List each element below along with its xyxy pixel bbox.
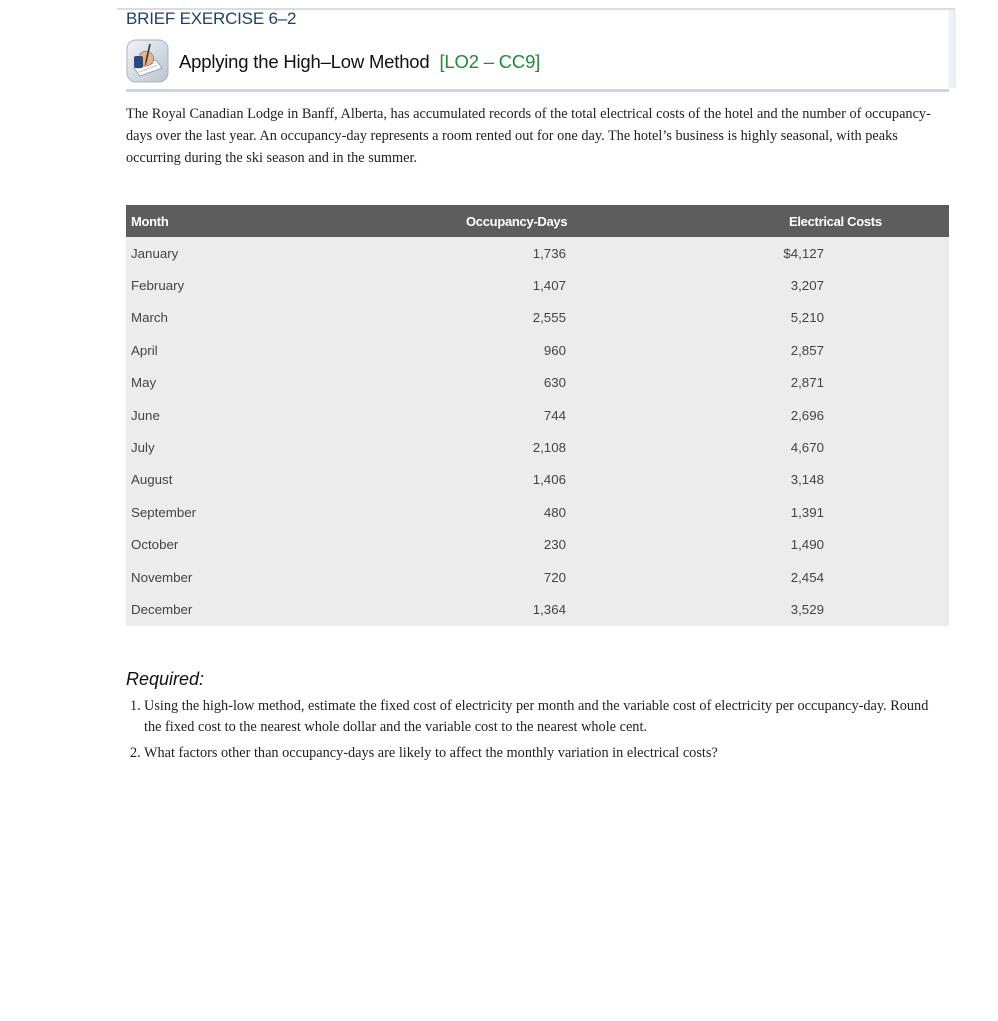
month-cell: December	[126, 593, 456, 625]
table-row	[126, 367, 949, 399]
electrical-cost-cell: 3,529	[761, 593, 949, 625]
month-cell: September	[126, 496, 456, 528]
title-divider	[126, 89, 949, 92]
header-electrical-costs: Electrical Costs	[761, 205, 949, 237]
electrical-cost-cell: 3,148	[761, 464, 949, 496]
table-row	[126, 302, 949, 334]
month-cell: October	[126, 529, 456, 561]
occupancy-days-cell: 1,364	[456, 593, 761, 625]
month-cell: February	[126, 269, 456, 301]
writing-hand-icon	[126, 38, 170, 84]
electrical-cost-cell: 4,670	[761, 431, 949, 463]
occupancy-days-cell: 960	[456, 334, 761, 366]
required-item	[126, 696, 948, 738]
table-row	[126, 431, 949, 463]
table-row	[126, 496, 949, 528]
table-row	[126, 593, 949, 625]
month-cell: April	[126, 334, 456, 366]
month-cell: August	[126, 464, 456, 496]
occupancy-days-cell: 630	[456, 367, 761, 399]
table-row	[126, 464, 949, 496]
exercise-title	[179, 51, 540, 73]
required-item-number: 1.	[130, 698, 141, 714]
month-cell: November	[126, 561, 456, 593]
header-occupancy-days: Occupancy-Days	[456, 205, 761, 237]
occupancy-days-cell: 2,108	[456, 431, 761, 463]
required-item-text: What factors other than occupancy-days are likely to affect the monthly variation in electrical costs?	[144, 745, 718, 761]
electrical-cost-cell: 2,696	[761, 399, 949, 431]
electrical-cost-cell: 2,454	[761, 561, 949, 593]
occupancy-days-cell: 1,736	[456, 237, 761, 269]
month-cell: January	[126, 237, 456, 269]
exercise-title-text: Applying the High–Low Method	[179, 51, 430, 72]
required-item-text: Using the high-low method, estimate the fixed cost of electricity per month and the variable cost of electricity per occupancy-day. Round the fixed cost to the nearest whole dollar and the variable cost to the nearest whole cent.	[144, 698, 929, 735]
occupancy-days-cell: 1,406	[456, 464, 761, 496]
electrical-cost-cell: 3,207	[761, 269, 949, 301]
month-cell: March	[126, 302, 456, 334]
table-row	[126, 561, 949, 593]
required-item-number: 2.	[130, 745, 141, 761]
header-edge-shadow	[948, 10, 956, 88]
table-body	[126, 237, 949, 626]
occupancy-days-cell: 1,407	[456, 269, 761, 301]
learning-objective-tag: [LO2 – CC9]	[439, 51, 541, 72]
electrical-cost-cell: 2,857	[761, 334, 949, 366]
table-header-row	[126, 205, 949, 237]
exercise-label: BRIEF EXERCISE 6–2	[126, 9, 297, 28]
occupancy-days-cell: 2,555	[456, 302, 761, 334]
month-cell: July	[126, 431, 456, 463]
problem-intro: The Royal Canadian Lodge in Banff, Alberta, has accumulated records of the total electrical costs of the hotel and the number of occupancy-days over the last year. An occupancy-day represents a room rented out for one day. The hotel’s business is highly seasonal, with peaks occurring during the ski season and in the summer.	[126, 106, 931, 166]
occupancy-days-cell: 230	[456, 529, 761, 561]
electrical-cost-cell: 1,490	[761, 529, 949, 561]
table-row	[126, 237, 949, 269]
occupancy-days-cell: 480	[456, 496, 761, 528]
table-row	[126, 269, 949, 301]
exercise-title-row	[126, 38, 948, 86]
electrical-cost-cell: 1,391	[761, 496, 949, 528]
electrical-costs-table	[126, 205, 949, 626]
electrical-cost-cell: $4,127	[761, 237, 949, 269]
month-cell: June	[126, 399, 456, 431]
required-list	[126, 696, 948, 769]
required-item	[126, 743, 948, 764]
electrical-cost-cell: 2,871	[761, 367, 949, 399]
table-row	[126, 334, 949, 366]
table-row	[126, 529, 949, 561]
month-cell: May	[126, 367, 456, 399]
table-row	[126, 399, 949, 431]
occupancy-days-cell: 744	[456, 399, 761, 431]
electrical-cost-cell: 5,210	[761, 302, 949, 334]
occupancy-days-cell: 720	[456, 561, 761, 593]
required-heading: Required:	[126, 669, 205, 689]
header-month: Month	[126, 205, 456, 237]
